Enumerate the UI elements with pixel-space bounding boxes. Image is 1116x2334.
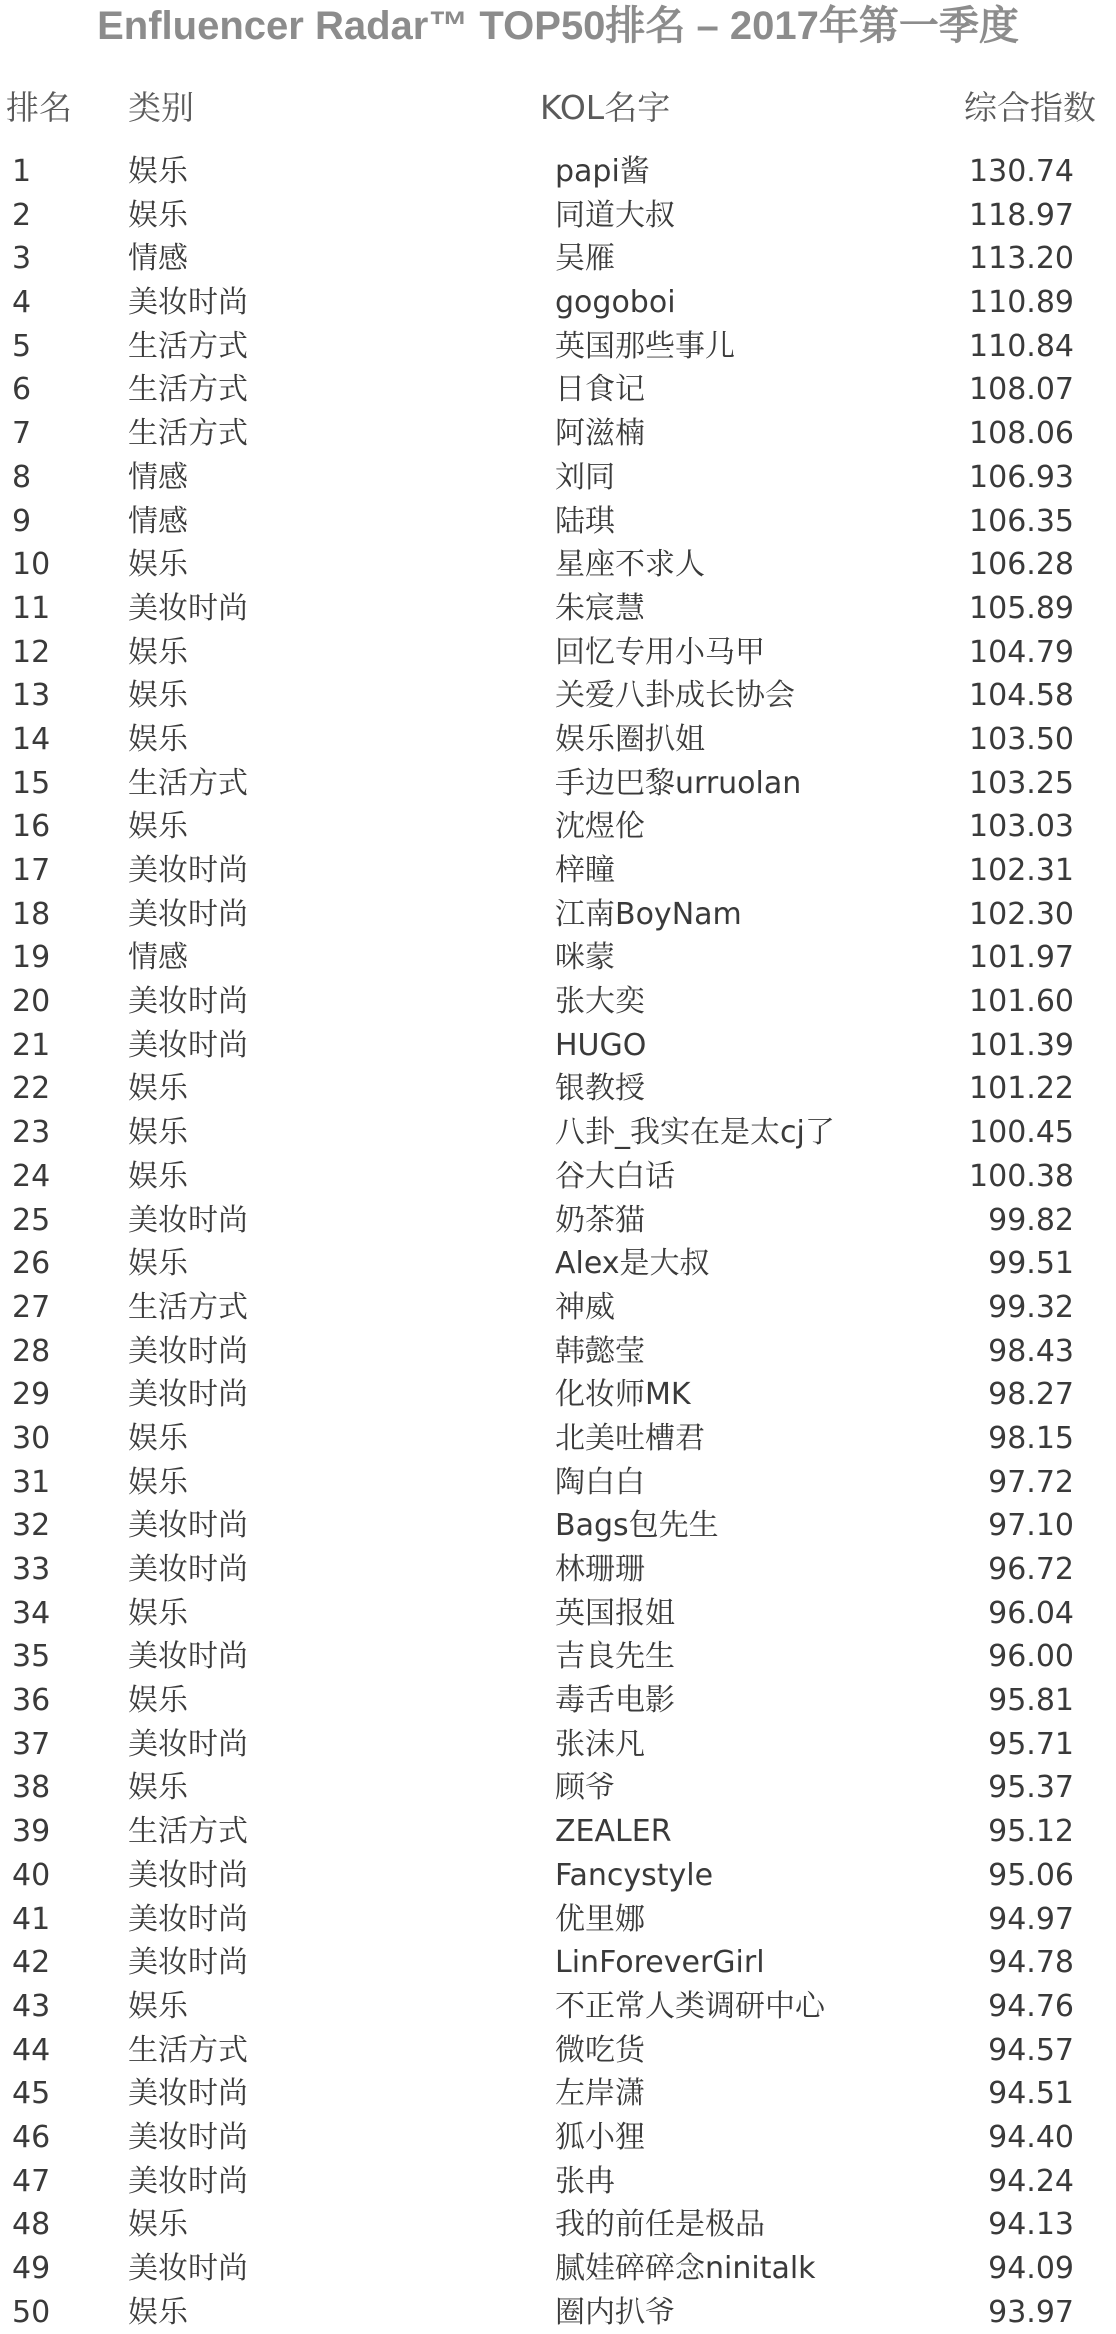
rank-cell: 29 [12,1377,51,1413]
rank-cell: 4 [12,285,32,321]
rank-cell: 1 [12,154,32,189]
kol-name-cell: 梓瞳 [555,853,615,888]
rank-cell: 12 [12,634,51,670]
table-row [0,587,1116,631]
category-cell: 美妆时尚 [128,1552,248,1587]
kol-name-cell: HUGO [555,1027,647,1063]
rank-cell: 22 [12,1071,51,1107]
score-cell: 97.72 [988,1464,1074,1500]
category-cell: 生活方式 [128,2032,248,2068]
score-cell: 96.00 [988,1639,1074,1675]
kol-name-cell: gogoboi [555,285,676,321]
score-cell: 94.09 [988,2251,1074,2286]
rank-cell: 6 [12,372,32,408]
table-row [0,1810,1116,1854]
rank-cell: 43 [12,1988,51,2024]
table-row [0,1766,1116,1810]
category-cell: 娱乐 [128,1420,188,1456]
score-cell: 108.06 [969,416,1074,452]
category-cell: 美妆时尚 [128,2163,248,2199]
category-cell: 娱乐 [128,1071,188,1107]
kol-name-cell: 英国那些事儿 [555,328,735,364]
category-cell: 娱乐 [128,1595,188,1631]
table-row [0,1373,1116,1417]
category-cell: 娱乐 [128,2294,188,2330]
rank-cell: 27 [12,1289,51,1325]
rank-cell: 2 [12,197,32,233]
table-row [0,1330,1116,1374]
category-cell: 情感 [128,503,188,539]
score-cell: 118.97 [969,197,1074,233]
score-cell: 96.04 [988,1595,1074,1631]
rank-cell: 14 [12,721,51,757]
category-cell: 生活方式 [128,1814,248,1850]
kol-name-cell: 张冉 [555,2163,615,2199]
category-cell: 美妆时尚 [128,984,248,1020]
kol-name-cell: 吴雁 [555,241,615,277]
kol-name-cell: 我的前任是极品 [555,2207,765,2243]
rank-cell: 26 [12,1246,51,1282]
category-cell: 美妆时尚 [128,1202,248,1238]
kol-name-cell: 神威 [555,1289,615,1325]
category-cell: 美妆时尚 [128,1508,248,1544]
rank-cell: 9 [12,503,32,539]
kol-name-cell: 谷大白话 [555,1158,675,1194]
score-cell: 94.40 [988,2119,1074,2155]
rank-cell: 39 [12,1814,51,1850]
rank-cell: 16 [12,809,51,845]
rank-cell: 40 [12,1857,51,1893]
rank-cell: 17 [12,853,51,888]
rank-cell: 34 [12,1595,51,1631]
table-row [0,237,1116,281]
rank-cell: 10 [12,547,51,583]
table-row [0,2029,1116,2073]
rank-cell: 19 [12,940,51,976]
rank-cell: 7 [12,416,32,452]
rank-cell: 45 [12,2076,51,2112]
kol-name-cell: 陶白白 [555,1464,645,1500]
kol-name-cell: 林珊珊 [555,1552,645,1587]
kol-name-cell: 化妆师MK [555,1377,691,1413]
table-row [0,1941,1116,1985]
score-cell: 113.20 [969,241,1074,277]
table-row [0,1417,1116,1461]
table-row [0,1111,1116,1155]
category-cell: 生活方式 [128,416,248,452]
table-row [0,718,1116,762]
score-cell: 100.38 [969,1158,1074,1194]
rank-cell: 42 [12,1945,51,1981]
category-cell: 娱乐 [128,1246,188,1282]
kol-name-cell: 星座不求人 [555,547,705,583]
table-row [0,325,1116,369]
score-cell: 105.89 [969,590,1074,626]
rank-cell: 49 [12,2251,51,2286]
score-cell: 95.71 [988,1726,1074,1762]
category-cell: 美妆时尚 [128,2076,248,2112]
kol-name-cell: 左岸潇 [555,2076,645,2112]
rank-cell: 30 [12,1420,51,1456]
rank-cell: 37 [12,1726,51,1762]
rank-cell: 8 [12,459,32,495]
score-cell: 110.84 [969,328,1074,364]
score-cell: 103.03 [969,809,1074,845]
score-cell: 100.45 [969,1115,1074,1151]
score-cell: 103.50 [969,721,1074,757]
kol-name-cell: 圈内扒爷 [555,2294,675,2330]
kol-name-cell: 关爱八卦成长协会 [555,678,795,714]
category-cell: 娱乐 [128,154,188,189]
column-header-category: 类别 [128,88,194,127]
score-cell: 98.43 [988,1333,1074,1369]
kol-name-cell: 朱宸慧 [555,590,645,626]
kol-name-cell: 顾爷 [555,1770,615,1806]
category-cell: 娱乐 [128,1464,188,1500]
table-row [0,1723,1116,1767]
table-row [0,1155,1116,1199]
score-cell: 101.22 [969,1071,1074,1107]
score-cell: 99.32 [988,1289,1074,1325]
table-row [0,368,1116,412]
category-cell: 美妆时尚 [128,1377,248,1413]
rank-cell: 20 [12,984,51,1020]
kol-name-cell: 日食记 [555,372,645,408]
column-header-kol: KOL名字 [540,88,671,127]
score-cell: 94.57 [988,2032,1074,2068]
score-cell: 99.82 [988,1202,1074,1238]
kol-name-cell: 英国报姐 [555,1595,675,1631]
kol-name-cell: 腻娃碎碎念ninitalk [555,2251,816,2286]
table-row [0,1985,1116,2029]
kol-name-cell: 娱乐圈扒姐 [555,721,705,757]
category-cell: 美妆时尚 [128,1333,248,1369]
score-cell: 96.72 [988,1552,1074,1587]
table-row [0,281,1116,325]
table-row [0,2203,1116,2247]
category-cell: 生活方式 [128,372,248,408]
rank-cell: 3 [12,241,32,277]
table-row [0,2291,1116,2334]
score-cell: 99.51 [988,1246,1074,1282]
rank-cell: 25 [12,1202,51,1238]
rank-cell: 33 [12,1552,51,1587]
score-cell: 98.15 [988,1420,1074,1456]
category-cell: 娱乐 [128,678,188,714]
rank-cell: 44 [12,2032,51,2068]
kol-name-cell: 不正常人类调研中心 [555,1988,825,2024]
score-cell: 106.28 [969,547,1074,583]
table-header [0,80,1116,136]
page-title: Enfluencer Radar™ TOP50排名 – 2017年第一季度 [97,4,1019,48]
score-cell: 101.97 [969,940,1074,976]
kol-name-cell: 陆琪 [555,503,615,539]
score-cell: 94.97 [988,1901,1074,1937]
score-cell: 95.12 [988,1814,1074,1850]
rank-cell: 31 [12,1464,51,1500]
score-cell: 94.76 [988,1988,1074,2024]
category-cell: 美妆时尚 [128,285,248,321]
score-cell: 101.60 [969,984,1074,1020]
score-cell: 108.07 [969,372,1074,408]
category-cell: 娱乐 [128,721,188,757]
score-cell: 93.97 [988,2294,1074,2330]
category-cell: 美妆时尚 [128,590,248,626]
rank-cell: 21 [12,1027,51,1063]
kol-name-cell: 同道大叔 [555,197,675,233]
rank-cell: 32 [12,1508,51,1544]
category-cell: 娱乐 [128,1988,188,2024]
score-cell: 98.27 [988,1377,1074,1413]
category-cell: 美妆时尚 [128,2251,248,2286]
table-row [0,194,1116,238]
table-row [0,1242,1116,1286]
table-row [0,500,1116,544]
category-cell: 娱乐 [128,1683,188,1719]
kol-name-cell: 回忆专用小马甲 [555,634,765,670]
category-cell: 美妆时尚 [128,2119,248,2155]
kol-name-cell: 狐小狸 [555,2119,645,2155]
rank-cell: 46 [12,2119,51,2155]
category-cell: 生活方式 [128,765,248,801]
table-row [0,980,1116,1024]
table-row [0,2160,1116,2204]
kol-name-cell: 微吃货 [555,2032,645,2068]
rank-cell: 38 [12,1770,51,1806]
ranking-table-body [0,150,1116,2334]
table-row [0,674,1116,718]
category-cell: 美妆时尚 [128,1945,248,1981]
table-row [0,893,1116,937]
category-cell: 生活方式 [128,328,248,364]
score-cell: 95.06 [988,1857,1074,1893]
category-cell: 情感 [128,940,188,976]
kol-name-cell: 刘同 [555,459,615,495]
score-cell: 97.10 [988,1508,1074,1544]
rank-cell: 18 [12,896,51,932]
score-cell: 104.79 [969,634,1074,670]
category-cell: 娱乐 [128,197,188,233]
kol-name-cell: Fancystyle [555,1857,714,1893]
table-row [0,412,1116,456]
score-cell: 95.81 [988,1683,1074,1719]
score-cell: 102.30 [969,896,1074,932]
score-cell: 103.25 [969,765,1074,801]
table-row [0,2072,1116,2116]
table-row [0,849,1116,893]
category-cell: 美妆时尚 [128,1901,248,1937]
kol-name-cell: 北美吐槽君 [555,1420,705,1456]
score-cell: 110.89 [969,285,1074,321]
category-cell: 情感 [128,241,188,277]
table-row [0,1024,1116,1068]
table-row [0,1461,1116,1505]
kol-name-cell: 张大奕 [555,984,645,1020]
table-row [0,936,1116,980]
category-cell: 美妆时尚 [128,853,248,888]
column-header-score: 综合指数 [964,88,1096,127]
kol-name-cell: 张沫凡 [555,1726,645,1762]
table-row [0,456,1116,500]
kol-name-cell: Bags包先生 [555,1508,719,1544]
category-cell: 娱乐 [128,547,188,583]
score-cell: 106.93 [969,459,1074,495]
score-cell: 102.31 [969,853,1074,888]
score-cell: 101.39 [969,1027,1074,1063]
rank-cell: 24 [12,1158,51,1194]
rank-cell: 28 [12,1333,51,1369]
category-cell: 娱乐 [128,2207,188,2243]
category-cell: 美妆时尚 [128,1027,248,1063]
kol-name-cell: 沈煜伦 [555,809,645,845]
rank-cell: 36 [12,1683,51,1719]
category-cell: 娱乐 [128,809,188,845]
table-row [0,543,1116,587]
rank-cell: 5 [12,328,32,364]
table-row [0,1199,1116,1243]
rank-cell: 13 [12,678,51,714]
table-row [0,2116,1116,2160]
table-row [0,1286,1116,1330]
kol-name-cell: 江南BoyNam [555,896,742,932]
kol-name-cell: 银教授 [555,1071,645,1107]
table-row [0,1067,1116,1111]
kol-name-cell: Alex是大叔 [555,1246,710,1282]
score-cell: 94.13 [988,2207,1074,2243]
table-row [0,150,1116,194]
table-row [0,1592,1116,1636]
kol-name-cell: 八卦_我实在是太cj了 [555,1115,835,1151]
rank-cell: 15 [12,765,51,801]
table-row [0,1898,1116,1942]
table-row [0,2247,1116,2291]
score-cell: 94.51 [988,2076,1074,2112]
kol-name-cell: ZEALER [555,1814,672,1850]
category-cell: 生活方式 [128,1289,248,1325]
kol-name-cell: papi酱 [555,154,650,189]
kol-name-cell: 咪蒙 [555,940,615,976]
column-header-rank: 排名 [6,88,72,127]
score-cell: 95.37 [988,1770,1074,1806]
table-row [0,1854,1116,1898]
rank-cell: 47 [12,2163,51,2199]
table-row [0,1504,1116,1548]
table-row [0,1548,1116,1592]
rank-cell: 48 [12,2207,51,2243]
table-row [0,631,1116,675]
category-cell: 娱乐 [128,634,188,670]
rank-cell: 35 [12,1639,51,1675]
score-cell: 130.74 [969,154,1074,189]
category-cell: 娱乐 [128,1158,188,1194]
score-cell: 94.78 [988,1945,1074,1981]
score-cell: 104.58 [969,678,1074,714]
category-cell: 美妆时尚 [128,896,248,932]
rank-cell: 23 [12,1115,51,1151]
kol-name-cell: 奶茶猫 [555,1202,645,1238]
kol-name-cell: 韩懿莹 [555,1333,645,1369]
kol-name-cell: 手边巴黎urruolan [555,765,802,801]
table-row [0,1679,1116,1723]
score-cell: 106.35 [969,503,1074,539]
kol-name-cell: 吉良先生 [555,1639,675,1675]
category-cell: 美妆时尚 [128,1639,248,1675]
category-cell: 娱乐 [128,1115,188,1151]
rank-cell: 50 [12,2294,51,2330]
table-row [0,762,1116,806]
category-cell: 情感 [128,459,188,495]
category-cell: 美妆时尚 [128,1857,248,1893]
score-cell: 94.24 [988,2163,1074,2199]
rank-cell: 11 [12,590,51,626]
category-cell: 娱乐 [128,1770,188,1806]
kol-name-cell: LinForeverGirl [555,1945,765,1981]
table-row [0,805,1116,849]
kol-name-cell: 毒舌电影 [555,1683,675,1719]
table-row [0,1635,1116,1679]
category-cell: 美妆时尚 [128,1726,248,1762]
kol-name-cell: 阿滋楠 [555,416,645,452]
rank-cell: 41 [12,1901,51,1937]
kol-name-cell: 优里娜 [555,1901,645,1937]
